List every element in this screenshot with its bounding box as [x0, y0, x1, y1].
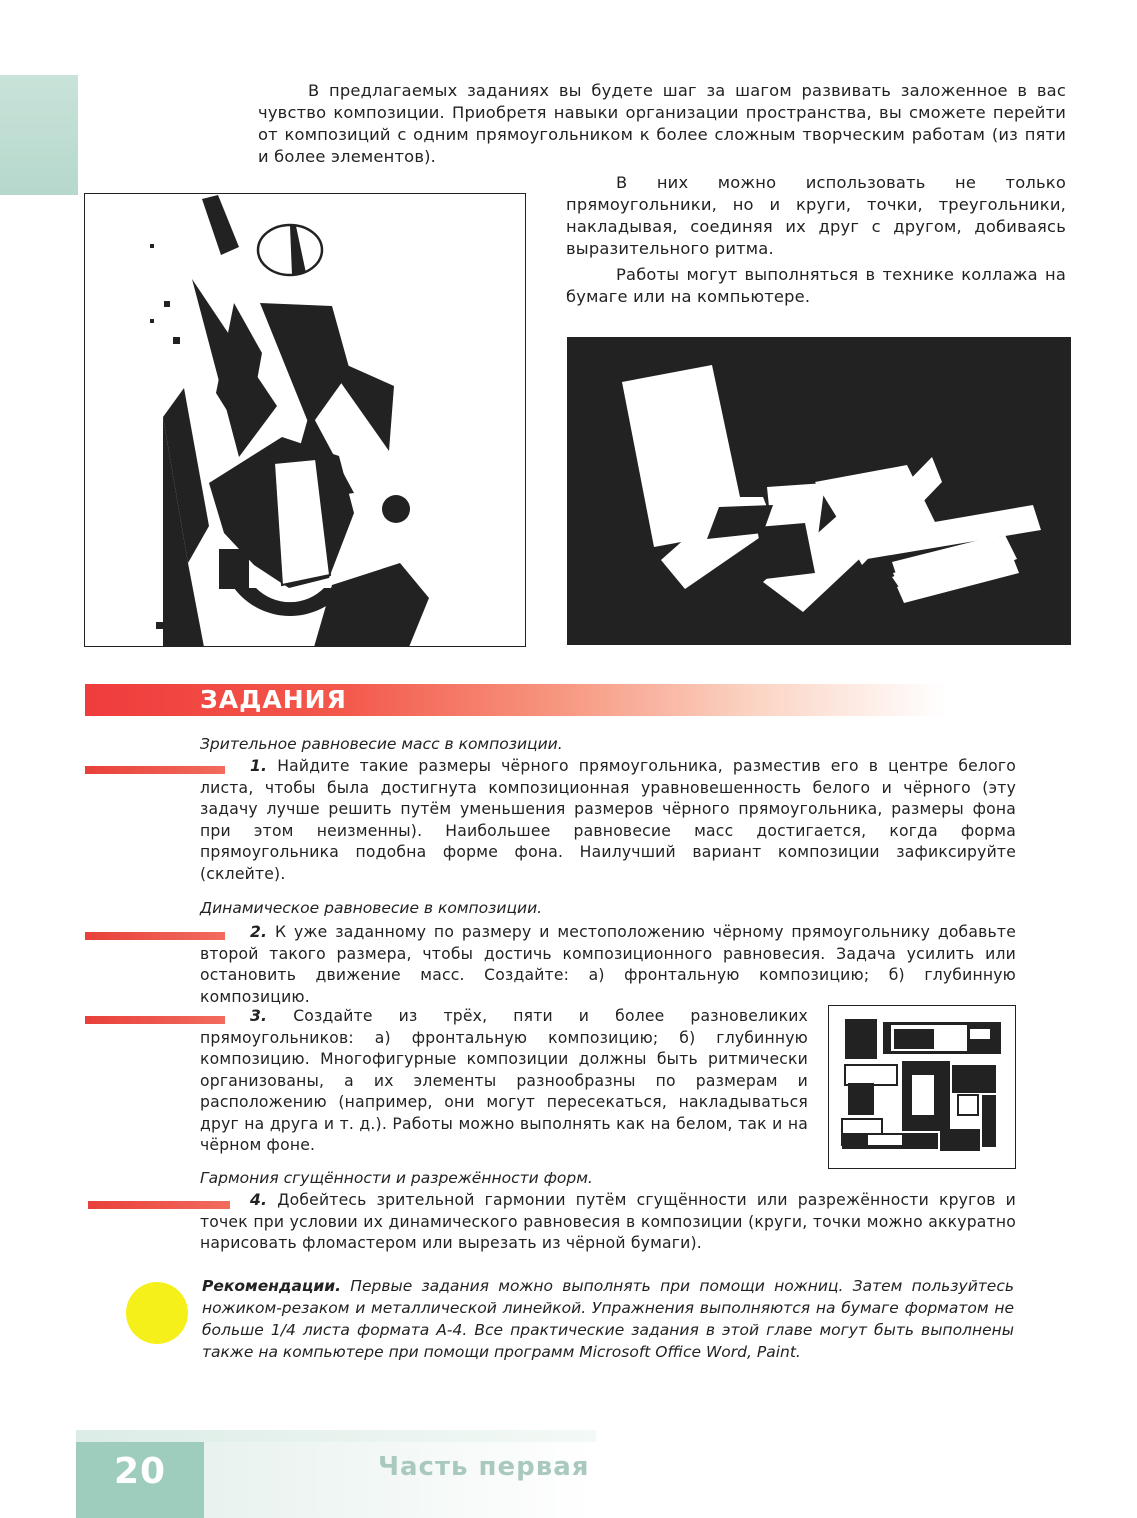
intro-paragraph-1: В предлагаемых заданиях вы будете шаг за шагом развивать заложенное в вас чувство композиции. Приобретя навыки организации пространства, вы сможете перейти от композиций с одним прямоугольником к более сложным творческим работам (из пяти и более элементов).: [258, 81, 1066, 166]
task-1: [200, 756, 1016, 885]
composition-figure-white: [84, 193, 526, 647]
subheading-dynamic: Динамическое равновесие в композиции.: [200, 899, 543, 917]
task-4: [200, 1190, 1016, 1255]
task-4-text: Добейтесь зрительной гармонии путём сгущённости или разрежённости кругов и точек при условии их динамического равновесия в композиции (круги, точки можно аккуратно нарисовать фломастером или вырезать из чёрной бумаги).: [200, 1191, 1016, 1252]
task-3: [200, 1006, 808, 1157]
task-3-number: 3.: [250, 1007, 268, 1025]
subheading-balance: Зрительное равновесие масс в композиции.: [200, 735, 563, 753]
composition-figure-rectangles: [828, 1005, 1016, 1169]
intro-paragraph-3: Работы могут выполняться в технике коллажа на бумаге или на компьютере.: [566, 265, 1066, 306]
intro-paragraph-2: В них можно использовать не только прямоугольники, но и круги, точки, треугольники, накладывая, соединяя их друг с другом, добиваясь выразительного ритма.: [566, 173, 1066, 258]
task-2-text: К уже заданному по размеру и местоположению чёрному прямоугольнику добавьте второй такого размера, чтобы достичь композиционного равновесия. Задача усилить или остановить движение масс. Создайте: а) фронтальную композицию; б) глубинную композицию.: [200, 923, 1016, 1006]
side-decoration: [0, 75, 78, 195]
part-title: Часть первая: [378, 1452, 590, 1482]
recommendations-label: Рекомендации.: [202, 1277, 342, 1295]
page-number: 20: [113, 1451, 167, 1492]
recommendations-text: Первые задания можно выполнять при помощи ножниц. Затем пользуйтесь ножиком-резаком и металлической линейкой. Упражнения выполняются на бумаге форматом не больше 1/4 листа формата А-4. Все практические задания в этой главе могут быть выполнены также на компьютере при помощи программ Microsoft Office Word, Paint.: [202, 1277, 1014, 1361]
yellow-circle-marker: [126, 1282, 188, 1344]
section-title: ЗАДАНИЯ: [200, 685, 347, 714]
task-2-number: 2.: [250, 923, 268, 941]
task-4-number: 4.: [250, 1191, 268, 1209]
recommendations: [202, 1275, 1014, 1363]
task-1-number: 1.: [250, 757, 268, 775]
task-2: [200, 922, 1016, 1008]
task-1-text: Найдите такие размеры чёрного прямоугольника, разместив его в центре белого листа, чтобы была достигнута композиционная уравновешенность белого и чёрного (эту задачу лучше решить путём уменьшения размеров чёрного прямоугольника, размеры фона при этом неизменны). Наибольшее равновесие масс достигается, когда форма прямоугольника подобна форме фона. Наилучший вариант композиции зафиксируйте (склейте).: [200, 757, 1016, 883]
task-3-text: Создайте из трёх, пяти и более разновеликих прямоугольников: а) фронтальную композицию; б) глубинную композицию. Многофигурные композиции должны быть ритмически организованы, а их элементы разнообразны по размерам и расположению (например, они могут пересекаться, накладываться друг на друга и т. д.). Работы можно выполнять как на белом, так и на чёрном фоне.: [200, 1007, 808, 1154]
composition-figure-black: [567, 337, 1071, 645]
subheading-harmony: Гармония сгущённости и разрежённости форм.: [200, 1169, 593, 1187]
